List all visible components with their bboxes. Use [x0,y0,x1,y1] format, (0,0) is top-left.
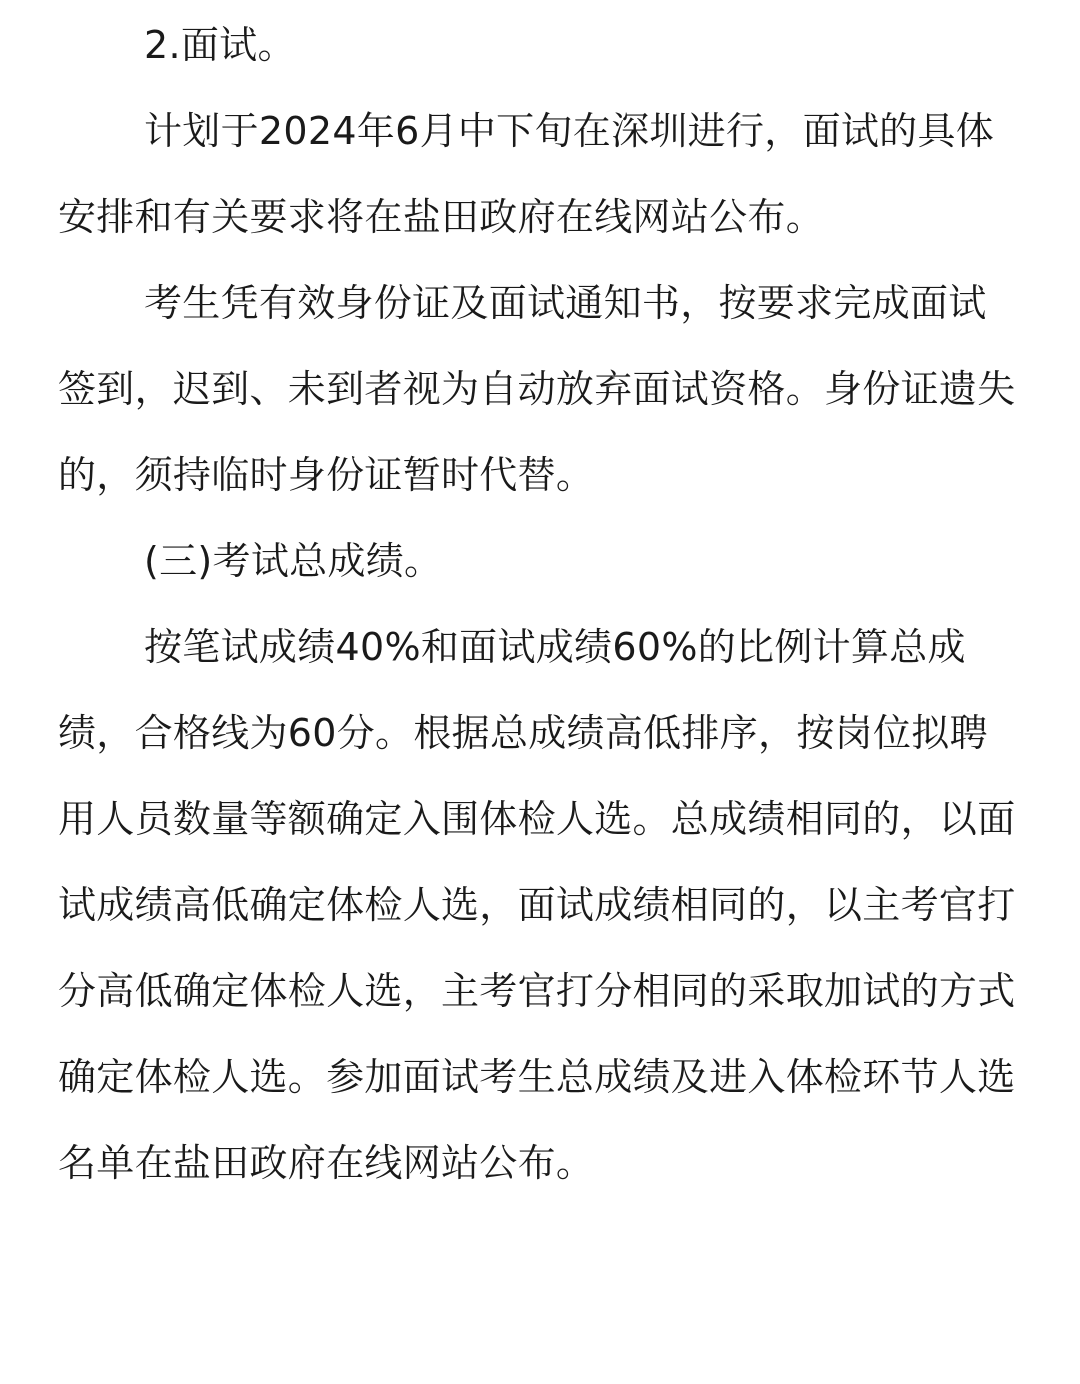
paragraph-heading-total-score: (三)考试总成绩。 [144,539,443,583]
paragraph-total-score-rules: 按笔试成绩40%和面试成绩60%的比例计算总成绩，合格线为60分。根据总成绩高低排序，按岗位拟聘用人员数量等额确定入围体检人选。总成绩相同的，以面试成绩高低确定体检人选，面试成绩相同的，以主考官打分高低确定体检人选，主考官打分相同的采取加试的方式确定体检人选。参加面试考生总成绩及进入体检环节人选名单在盐田政府在线网站公布。 [58,625,1016,1185]
document-body [58,0,1018,1206]
paragraph-interview-checkin: 考生凭有效身份证及面试通知书，按要求完成面试签到，迟到、未到者视为自动放弃面试资格。身份证遗失的，须持临时身份证暂时代替。 [58,281,1016,497]
paragraph-heading-interview: 2.面试。 [144,23,296,67]
paragraph-interview-plan: 计划于2024年6月中下旬在深圳进行，面试的具体安排和有关要求将在盐田政府在线网站公布。 [58,109,995,239]
